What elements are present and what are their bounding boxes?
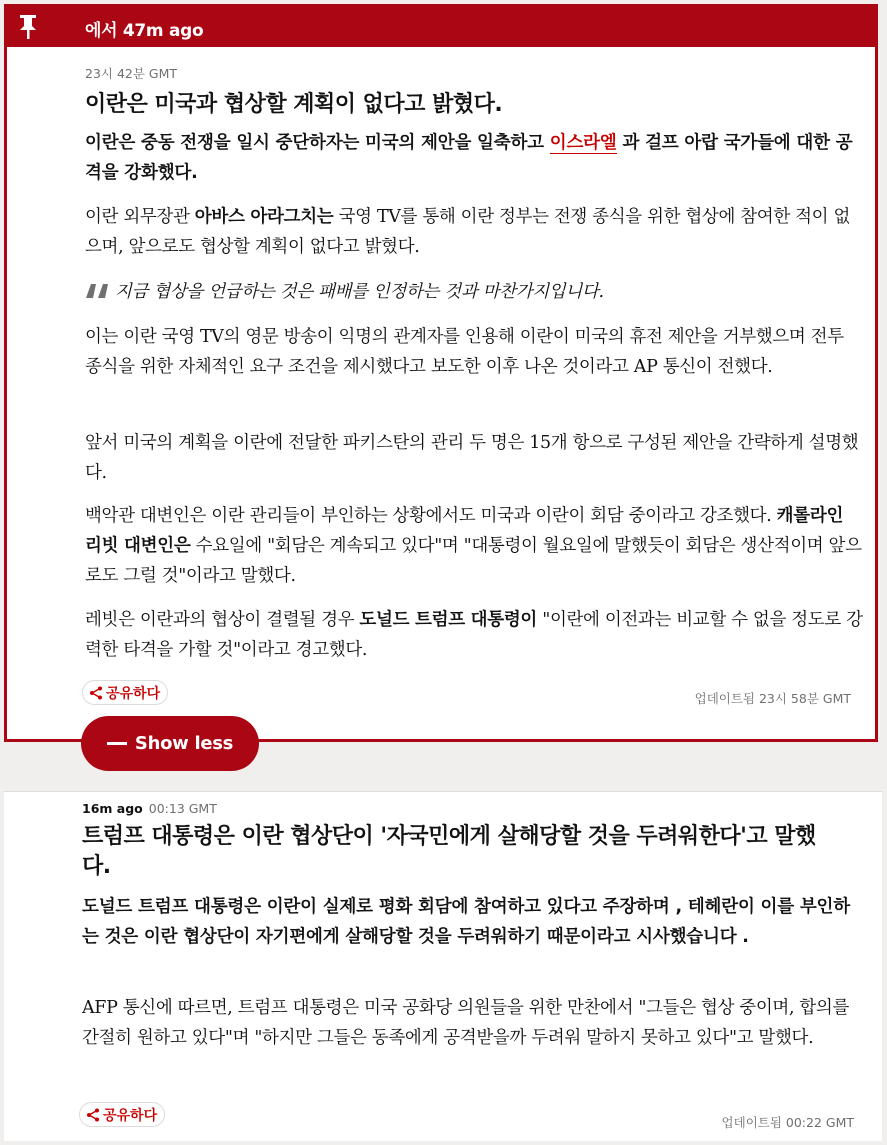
- share-icon: [86, 1108, 100, 1122]
- pinned-post: [4, 4, 878, 742]
- post-lead: 도널드 트럼프 대통령은 이란이 실제로 평화 회담에 참여하고 있다고 주장하며 , 테헤란이 이를 부인하는 것은 이란 협상단이 자기편에게 살해당할 것을 두려워하기 때문이라고 시사했습니다 .: [82, 897, 850, 947]
- post-title: 이란은 미국과 협상할 계획이 없다고 밝혔다.: [85, 92, 503, 117]
- share-button[interactable]: [82, 680, 168, 705]
- post-timestamp[interactable]: 00:13 GMT: [148, 801, 217, 816]
- show-less-button[interactable]: [81, 716, 259, 771]
- para-text: 레빗은 이란과의 협상이 결렬될 경우: [85, 610, 360, 630]
- lead-text: 이란은 중동 전쟁을 일시 중단하자는 미국의 제안을 일축하고: [85, 133, 550, 153]
- blockquote: [85, 277, 865, 307]
- post-meta: [82, 801, 217, 816]
- para-bold: 캐롤라인 리빗 대변인은: [85, 506, 844, 556]
- pin-icon: [16, 13, 40, 41]
- updated-time: 업데이트됨 23시 58분 GMT: [694, 691, 851, 706]
- para-text: 수요일에 "회담은 계속되고 있다"며 "대통령이 월요일에 말했듯이 회담은 생산적이며 앞으로도 그럴 것"이라고 말했다.: [85, 536, 862, 586]
- share-label: 공유하다: [103, 1107, 158, 1124]
- para-text: "이란에 이전과는 비교할 수 없을 정도로 강력한 타격을 가할 것"이라고 경고했다.: [85, 610, 863, 660]
- israel-link[interactable]: 이스라엘: [549, 133, 617, 153]
- paragraph-1: [85, 202, 865, 262]
- paragraph-1: AFP 통신에 따르면, 트럼프 대통령은 미국 공화당 의원들을 위한 만찬에서 "그들은 협상 중이며, 합의를 간절히 원하고 있다"며 "하지만 그들은 동족에게 공격받을까 두려워 말하지 못하고 있다"고 말했다.: [82, 998, 850, 1048]
- live-post: [4, 791, 882, 1141]
- para-bold: 아바스 아라그치는: [194, 207, 334, 227]
- dash-icon: [107, 742, 127, 745]
- para-text: 이란 외무장관: [85, 207, 195, 227]
- para-bold: 도널드 트럼프 대통령이: [359, 610, 538, 630]
- show-less-label: Show less: [134, 733, 234, 754]
- paragraph-4: [85, 501, 865, 591]
- share-button[interactable]: [79, 1102, 165, 1127]
- post-timestamp[interactable]: 23시 42분 GMT: [85, 66, 178, 81]
- para-text: 백악관 대변인은 이란 관리들이 부인하는 상황에서도 미국과 이란이 회담 중이라고 강조했다.: [85, 506, 777, 526]
- quote-icon: [85, 282, 109, 298]
- pinned-header: [7, 7, 875, 47]
- paragraph-3: 앞서 미국의 계획을 이란에 전달한 파키스탄의 관리 두 명은 15개 항으로 구성된 제안을 간략하게 설명했다.: [85, 433, 859, 483]
- para-text: 국영 TV를 통해 이란 정부는 전쟁 종식을 위한 협상에 참여한 적이 없으며, 앞으로도 협상할 계획이 없다고 밝혔다.: [85, 207, 850, 257]
- paragraph-2: 이는 이란 국영 TV의 영문 방송이 익명의 관계자를 인용해 이란이 미국의 휴전 제안을 거부했으며 전투 종식을 위한 자체적인 요구 조건을 제시했다고 보도한 이후 나온 것이라고 AP 통신이 전했다.: [85, 327, 844, 377]
- pinned-header-text: 에서 47m ago: [85, 21, 204, 41]
- post-ago[interactable]: 16m ago: [82, 801, 143, 816]
- lead-text-end: 과 걸프 아랍 국가들에 대한 공격을 강화했다.: [85, 133, 853, 183]
- quote-text: 지금 협상을 언급하는 것은 패배를 인정하는 것과 마찬가지입니다.: [115, 282, 604, 302]
- post-lead: [85, 128, 865, 188]
- post-title: 트럼프 대통령은 이란 협상단이 '자국민에게 살해당할 것을 두려워한다'고 말했다.: [82, 824, 816, 879]
- share-icon: [89, 686, 103, 700]
- updated-time: 업데이트됨 00:22 GMT: [721, 1115, 854, 1130]
- paragraph-5: [85, 605, 865, 665]
- share-label: 공유하다: [106, 685, 161, 702]
